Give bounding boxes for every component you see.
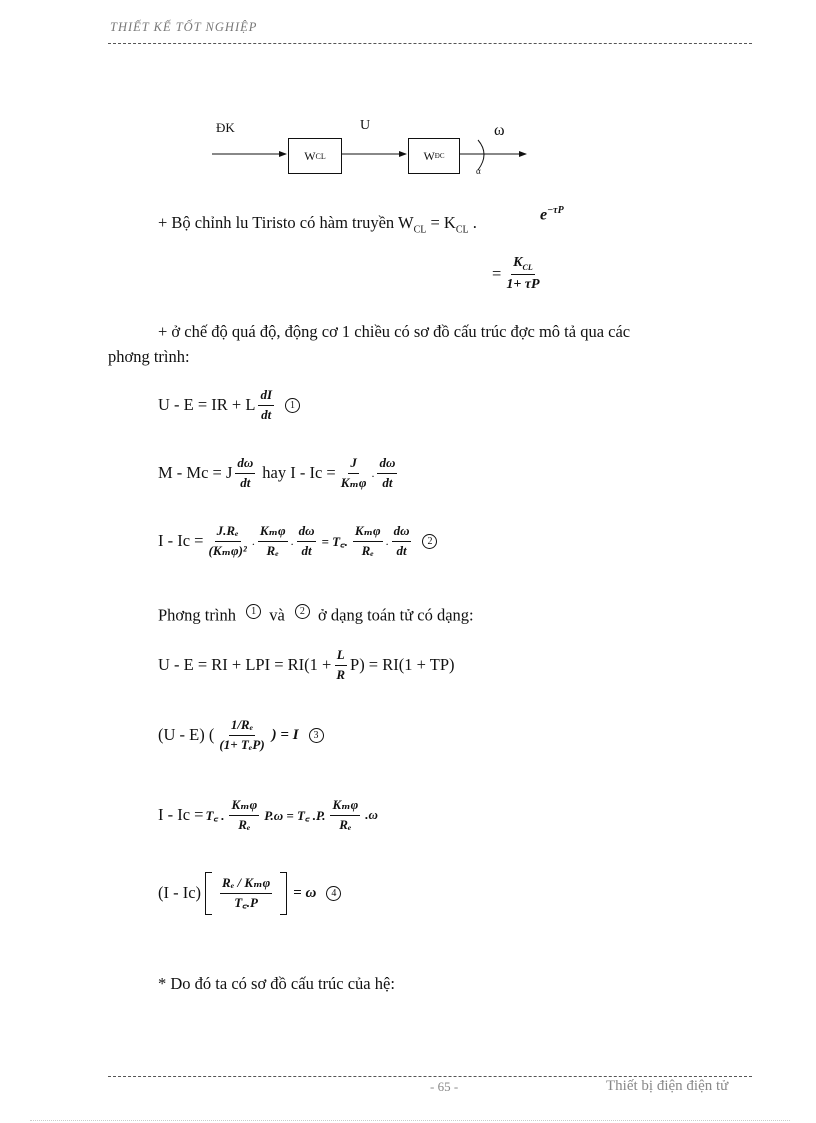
eq3-frac2: $\frac{\text{Kₘφ}}{\text{Rₑ}}$ bbox=[259, 523, 286, 558]
equation-6 bbox=[158, 798, 380, 833]
page-number: - 65 - bbox=[430, 1079, 459, 1094]
eq3-frac4: $\frac{\text{Kₘφ}}{\text{Rₑ}}$ bbox=[354, 523, 381, 558]
equation-3: I - Ic = $\frac{\text{J.Rₑ}}{\text{(Kₘφ)²}}$ . $\frac{\text{Kₘφ}}{\text{Rₑ}}$ . $\frac{d\omega}{dt}$ = T꜀. $\frac{\text{Kₘφ}}{\text{Rₑ}}$ . $\frac{d\omega}{dt}$ 2 bbox=[158, 524, 437, 559]
para3-mid: và bbox=[269, 605, 285, 625]
equation-2: M - Mc = J $\frac{d\omega}{dt}$ hay I - Ic = $\frac{J}{\text{Kₘφ}}$ . $\frac{d\omega}{dt}$ bbox=[158, 455, 396, 490]
eq4-pre: U - E = RI + LPI = RI(1 + bbox=[158, 655, 332, 675]
eq2-frac2: $\frac{J}{\text{Kₘφ}}$ bbox=[340, 455, 367, 490]
eq5-lhs: (U - E) ( bbox=[158, 725, 215, 745]
diagram-arrows bbox=[210, 118, 550, 180]
para3-marker2: 2 bbox=[295, 604, 310, 619]
para1-dot: . bbox=[468, 213, 477, 232]
eq7-marker: 4 bbox=[326, 886, 341, 901]
eq1-marker: 1 bbox=[285, 398, 300, 413]
exponential bbox=[540, 205, 564, 224]
header-rule bbox=[108, 43, 752, 44]
eq3-tc: = T꜀. bbox=[321, 534, 348, 550]
eq3-marker: 2 bbox=[422, 534, 437, 549]
para1-text: + Bộ chỉnh lu Tiristo có hàm truyền W bbox=[158, 213, 414, 232]
block-wcl-sub: CL bbox=[315, 151, 326, 161]
page-header: THIẾT KẾ TỐT NGHIỆP bbox=[110, 20, 258, 34]
eq6-lhs: I - Ic = bbox=[158, 805, 204, 825]
exp-base: e bbox=[540, 206, 548, 224]
kcl-den: 1+ τP bbox=[506, 276, 540, 292]
eq5-frac: $\frac{\text{1/Rₑ}}{\text{(1+ TₑP)}}$ bbox=[219, 717, 265, 752]
eq6-end: .ω bbox=[365, 807, 378, 823]
eq1-lhs: U - E = IR + L bbox=[158, 395, 256, 415]
para1-eq: = K bbox=[426, 213, 456, 232]
block-wdc-sub: ĐC bbox=[434, 152, 445, 160]
para2-line2: phơng trình: bbox=[108, 347, 190, 366]
diagram-input-label: ĐK bbox=[216, 120, 235, 135]
kcl-fraction bbox=[504, 255, 541, 293]
para3-post: ở dạng toán tử có dạng: bbox=[318, 605, 474, 625]
block-wcl bbox=[288, 138, 342, 174]
block-wcl-label: W bbox=[304, 148, 316, 163]
equation-1 bbox=[158, 388, 300, 423]
eq4-frac: $\frac{L}{R}$ bbox=[336, 647, 346, 682]
eq5-marker: 3 bbox=[309, 728, 324, 743]
eq5-rhs: ) = I bbox=[271, 726, 299, 743]
footer-rule bbox=[108, 1076, 752, 1077]
eq1-frac: $\frac{dI}{dt}$ bbox=[260, 387, 272, 422]
para1-sub2: CL bbox=[455, 224, 469, 236]
eq6-frac2: $\frac{\text{Kₘφ}}{\text{Rₑ}}$ bbox=[332, 797, 359, 832]
eq6-tc: T꜀ . bbox=[205, 808, 225, 824]
para3-marker1: 1 bbox=[246, 604, 261, 619]
footer-title: Thiết bị điện điện tử bbox=[606, 1078, 729, 1094]
diagram-feedback-mark: α bbox=[476, 166, 481, 176]
equation-5 bbox=[158, 718, 324, 753]
thyristor-fraction bbox=[492, 255, 545, 293]
eq2-frac3: $\frac{d\omega}{dt}$ bbox=[379, 455, 396, 490]
eq3-lhs: I - Ic = bbox=[158, 531, 204, 551]
eq4-post: P) = RI(1 + TP) bbox=[350, 655, 455, 675]
frac-lhs: = bbox=[492, 264, 502, 284]
eq6-mid: P.ω = T꜀ .P. bbox=[264, 808, 326, 824]
eq7-frac: $\frac{\text{Rₑ / Kₘφ}}{T꜀.P}$ bbox=[222, 875, 271, 910]
diagram-middle-label: U bbox=[360, 118, 371, 133]
eq7-bracket bbox=[205, 872, 287, 915]
para2-line1: + ở chế độ quá độ, động cơ 1 chiều có sơ đồ cấu trúc đợc mô tả qua các bbox=[158, 322, 631, 341]
para3-pre: Phơng trình bbox=[158, 605, 236, 625]
block-diagram bbox=[210, 118, 550, 180]
block-wdc-label: W bbox=[423, 148, 435, 163]
diagram-output-label: ω bbox=[494, 122, 505, 139]
eq2-lhs: M - Mc = J bbox=[158, 463, 233, 483]
eq7-lhs: (I - Ic) bbox=[158, 883, 202, 903]
para1-sub1: CL bbox=[413, 224, 427, 236]
eq3-frac3: $\frac{d\omega}{dt}$ bbox=[298, 523, 315, 558]
thyristor-transfer-text bbox=[158, 213, 477, 235]
para4: * Do đó ta có sơ đồ cấu trúc của hệ: bbox=[158, 974, 395, 993]
eq2-frac1: $\frac{d\omega}{dt}$ bbox=[237, 455, 254, 490]
equation-7 bbox=[158, 872, 341, 915]
eq3-frac5: $\frac{d\omega}{dt}$ bbox=[393, 523, 410, 558]
para3 bbox=[158, 604, 474, 626]
block-wdc bbox=[408, 138, 460, 174]
kcl-num: $K_{CL}$ bbox=[511, 255, 535, 275]
bottom-dotted-line bbox=[30, 1120, 790, 1121]
eq7-rhs: = ω bbox=[293, 884, 317, 901]
eq3-frac1: $\frac{\text{J.Rₑ}}{\text{(Kₘφ)²}}$ bbox=[208, 523, 247, 558]
eq6-frac1: $\frac{\text{Kₘφ}}{\text{Rₑ}}$ bbox=[231, 797, 258, 832]
exp-power: −τP bbox=[547, 205, 564, 216]
equation-4 bbox=[158, 648, 455, 683]
eq2-mid: hay I - Ic = bbox=[262, 463, 336, 483]
